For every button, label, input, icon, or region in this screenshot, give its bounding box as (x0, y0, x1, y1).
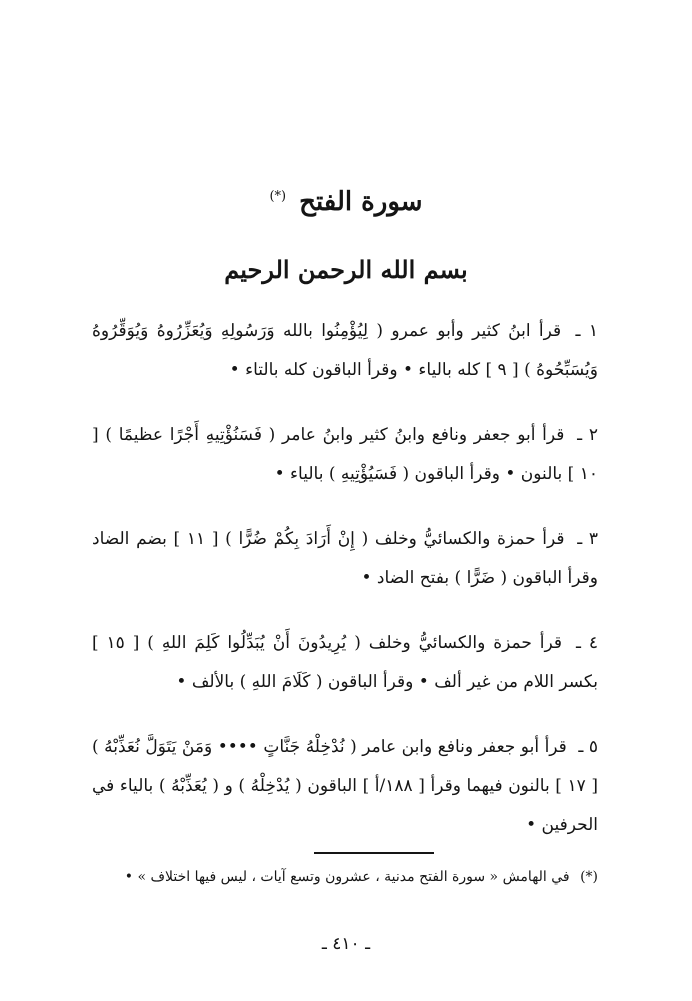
item-number: ٤ ـ (575, 633, 598, 653)
item-text: قرأ ابنُ كثير وأبو عمرو ( لِيُؤْمِنُوا بالله وَرَسُولِهِ وَيُعَزِّرُوهُ وَيُوَقِّرُوهُ وَيُسَبِّحُوهُ ) [ ٩ ] كله بالياء • وقرأ الباقون كله بالتاء • (92, 321, 598, 380)
reading-item-4 (92, 624, 598, 702)
item-text: قرأ أبو جعفر ونافع وابن عامر ( نُدْخِلْهُ جَنَّاتٍ •••• وَمَنْ يَتَوَلَّ نُعَذِّبْهُ ) [ ١٧ ] بالنون فيهما وقرأ [ ١٨٨/أ ] الباقون ( يُدْخِلْهُ ) و ( يُعَذِّبْهُ ) بالياء في الحرفين • (92, 737, 599, 835)
item-number: ١ ـ (575, 321, 598, 341)
item-text: قرأ حمزة والكسائيُّ وخلف ( يُرِيدُونَ أَنْ يُبَدِّلُوا كَلِمَ اللهِ ) [ ١٥ ] بكسر اللام من غير ألف • وقرأ الباقون ( كَلَامَ اللهِ ) بالألف • (92, 633, 598, 692)
item-text: قرأ أبو جعفر ونافع وابنُ كثير وابنُ عامر ( فَسَنُؤْتِيهِ أَجْرًا عظيمًا ) [ ١٠ ] بالنون • وقرأ الباقون ( فَسَيُؤْتِيهِ ) بالياء • (92, 425, 598, 484)
item-text: قرأ حمزة والكسائيُّ وخلف ( إِنْ أَرَادَ بِكُمْ ضُرًّا ) [ ١١ ] بضم الضاد وقرأ الباقون ( ضَرًّا ) بفتح الضاد • (92, 529, 598, 588)
surah-title (0, 187, 692, 217)
page-number: ـ ٤١٠ ـ (321, 934, 371, 954)
footnote-mark: (*) (580, 869, 598, 885)
footnote-reference-mark: (*) (269, 189, 287, 205)
reading-item-3 (92, 520, 598, 598)
footnote (92, 862, 598, 892)
basmala: بسم الله الرحمن الرحيم (224, 255, 468, 284)
reading-item-5 (92, 728, 598, 845)
surah-title-text: سورة الفتح (299, 187, 423, 217)
item-number: ٢ ـ (577, 425, 599, 445)
item-number: ٣ ـ (577, 529, 599, 549)
footnote-text: في الهامش « سورة الفتح مدنية ، عشرون وتسع آيات ، ليس فيها اختلاف » • (124, 869, 570, 885)
item-number: ٥ ـ (578, 737, 598, 757)
reading-item-1 (92, 312, 598, 390)
footnote-divider (314, 852, 434, 854)
readings-list (92, 312, 598, 871)
reading-item-2 (92, 416, 598, 494)
